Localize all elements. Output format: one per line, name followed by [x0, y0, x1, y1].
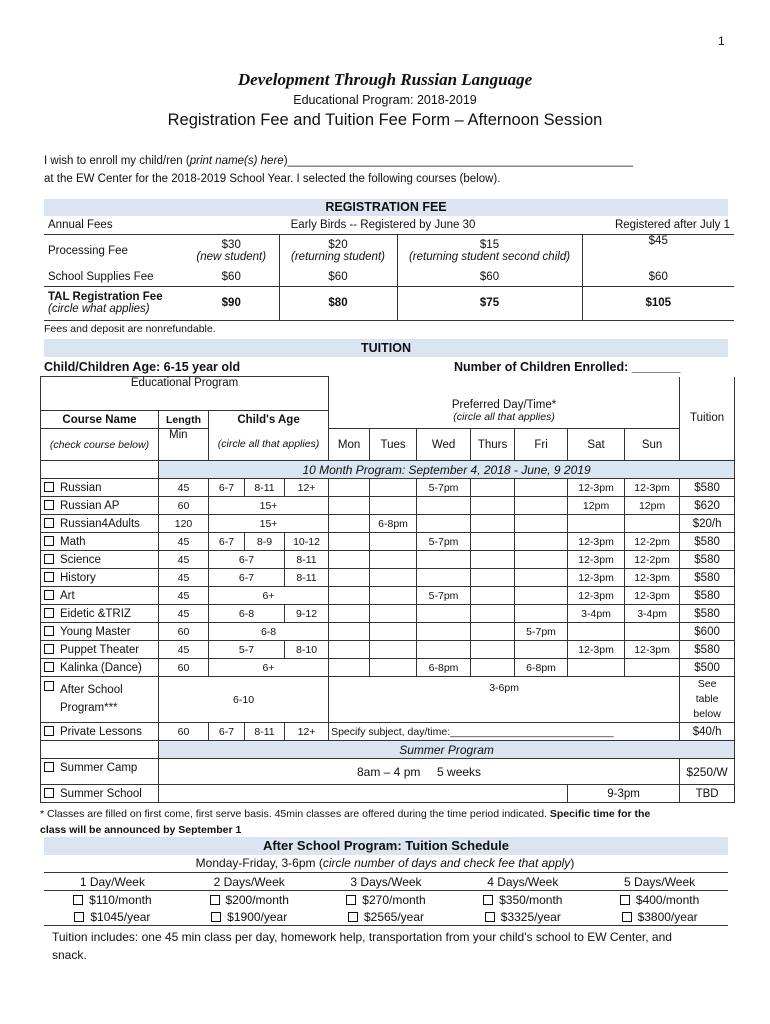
monthly-fee: $270/month — [362, 892, 426, 907]
time-slot[interactable] — [329, 641, 370, 659]
checkbox-icon[interactable] — [44, 681, 54, 691]
course-name: Russian AP — [60, 499, 120, 512]
age-option[interactable]: 5-7 — [209, 641, 285, 659]
time-slot[interactable] — [471, 659, 515, 677]
checkbox-icon[interactable] — [44, 662, 54, 672]
tuition-includes — [52, 928, 732, 964]
checkbox-icon[interactable] — [44, 608, 54, 618]
time-slot[interactable] — [329, 533, 370, 551]
length-label: Length — [159, 411, 209, 429]
monthly-fee-option[interactable] — [591, 891, 728, 909]
footnote-bold-2: class will be announced by September 1 — [40, 824, 242, 836]
yearly-fee: $3800/year — [637, 909, 698, 924]
checkbox-icon[interactable] — [44, 536, 54, 546]
time-slot[interactable] — [329, 587, 370, 605]
yearly-fee: $1900/year — [227, 909, 288, 924]
processing-fee-late: $45 — [648, 234, 668, 247]
time-slot[interactable]: 12-3pm — [568, 641, 625, 659]
summer-school-fee: TBD — [680, 785, 735, 803]
time-slot[interactable] — [515, 605, 568, 623]
age-option[interactable]: 6-7 — [209, 533, 245, 551]
tuition-column-label: Tuition — [680, 377, 735, 461]
course-option[interactable] — [41, 641, 159, 659]
course-fee: $600 — [680, 623, 735, 641]
tuition-table — [40, 376, 735, 803]
after-school-ages[interactable]: 6-10 — [159, 677, 329, 723]
yearly-fee-option[interactable] — [318, 908, 455, 926]
checkbox-icon[interactable] — [44, 572, 54, 582]
monthly-fee-option[interactable] — [181, 891, 318, 909]
day-sat: Sat — [568, 429, 625, 461]
course-name: Science — [60, 553, 101, 566]
time-slot[interactable] — [471, 587, 515, 605]
time-slot[interactable]: 5-7pm — [417, 479, 471, 497]
monthly-fee-option[interactable] — [454, 891, 591, 909]
checkbox-icon[interactable] — [44, 762, 54, 772]
private-specify-field[interactable]: Specify subject, day/time:____________________________ — [329, 723, 680, 741]
time-slot[interactable] — [515, 551, 568, 569]
time-slot[interactable] — [625, 623, 680, 641]
ten-month-program-label: 10 Month Program: September 4, 2018 - June, 9 2019 — [159, 461, 735, 479]
monthly-fee: $200/month — [225, 892, 289, 907]
course-name: Summer Camp — [60, 762, 138, 774]
age-option[interactable]: 8-11 — [285, 569, 329, 587]
yearly-fee-option[interactable] — [181, 908, 318, 926]
yearly-fee: $1045/year — [90, 909, 151, 924]
summer-camp-time: 8am – 4 pm 5 weeks — [159, 759, 680, 785]
annual-fees-label: Annual Fees — [48, 218, 113, 231]
course-name: Kalinka (Dance) — [60, 661, 142, 674]
day-wed: Wed — [417, 429, 471, 461]
time-slot[interactable] — [568, 623, 625, 641]
enroll-line-2: at the EW Center for the 2018-2019 School Year. I selected the following courses (below). — [44, 173, 501, 185]
min-label: Min — [159, 429, 209, 461]
checkbox-icon[interactable] — [44, 788, 54, 798]
processing-fee-new: $30 — [221, 239, 241, 252]
private-age-3[interactable]: 12+ — [285, 723, 329, 741]
days-per-week-option[interactable]: 4 Days/Week — [487, 874, 559, 889]
summer-camp-fee: $250/W — [680, 759, 735, 785]
course-fee: $580 — [680, 569, 735, 587]
time-slot[interactable] — [370, 605, 417, 623]
tal-fee-label: TAL Registration Fee — [48, 291, 163, 303]
table-row — [41, 551, 735, 569]
time-slot[interactable] — [568, 659, 625, 677]
course-fee: $580 — [680, 551, 735, 569]
time-slot[interactable] — [515, 569, 568, 587]
course-length: 60 — [159, 623, 209, 641]
checkbox-icon[interactable] — [211, 912, 221, 922]
course-option[interactable] — [41, 479, 159, 497]
checkbox-icon[interactable] — [44, 554, 54, 564]
course-option[interactable] — [41, 497, 159, 515]
time-slot[interactable]: 12-3pm — [568, 587, 625, 605]
time-slot[interactable] — [370, 659, 417, 677]
time-slot[interactable]: 5-7pm — [417, 587, 471, 605]
day-mon: Mon — [329, 429, 370, 461]
time-slot[interactable] — [471, 515, 515, 533]
private-fee: $40/h — [680, 723, 735, 741]
footnote — [40, 806, 740, 838]
time-slot[interactable] — [471, 551, 515, 569]
monthly-fee: $400/month — [635, 892, 700, 907]
time-slot[interactable] — [417, 515, 471, 533]
checkbox-icon[interactable] — [620, 895, 630, 905]
time-slot[interactable] — [417, 551, 471, 569]
days-per-week-option[interactable]: 2 Days/Week — [213, 874, 285, 889]
course-name: Puppet Theater — [60, 643, 140, 656]
table-row — [41, 587, 735, 605]
time-slot[interactable] — [471, 533, 515, 551]
course-name: Russian — [60, 481, 102, 494]
form-title: Registration Fee and Tuition Fee Form – Afternoon Session — [167, 111, 603, 129]
course-name: Russian4Adults — [60, 517, 140, 530]
age-option[interactable]: 6-7 — [209, 569, 285, 587]
time-slot[interactable] — [417, 497, 471, 515]
private-age-2[interactable]: 8-11 — [245, 723, 285, 741]
course-option[interactable] — [41, 659, 159, 677]
monthly-fee: $110/month — [89, 892, 152, 907]
age-option[interactable]: 6+ — [209, 587, 329, 605]
age-option[interactable]: 8-11 — [245, 479, 285, 497]
table-row — [41, 569, 735, 587]
table-row — [41, 659, 735, 677]
time-slot[interactable]: 6-8pm — [370, 515, 417, 533]
supplies-fee-late: $60 — [648, 270, 668, 283]
course-fee: $620 — [680, 497, 735, 515]
course-name: After School Program*** — [60, 684, 123, 714]
course-length: 45 — [159, 587, 209, 605]
time-slot[interactable] — [515, 515, 568, 533]
time-slot[interactable] — [370, 497, 417, 515]
course-length: 45 — [159, 551, 209, 569]
checkbox-icon[interactable] — [346, 895, 356, 905]
time-slot[interactable]: 3-4pm — [568, 605, 625, 623]
time-slot[interactable] — [515, 479, 568, 497]
supplies-fee-second: $60 — [397, 268, 582, 286]
circle-all-note: (circle all that applies) — [329, 411, 680, 429]
time-slot[interactable]: 5-7pm — [417, 533, 471, 551]
day-sun: Sun — [625, 429, 680, 461]
time-slot[interactable] — [417, 605, 471, 623]
time-slot[interactable] — [471, 497, 515, 515]
registered-after-label: Registered after July 1 — [614, 218, 730, 231]
checkbox-icon[interactable] — [622, 912, 632, 922]
course-name-label: Course Name — [41, 411, 159, 429]
circle-age-note: (circle all that applies) — [209, 429, 329, 461]
time-slot[interactable] — [625, 659, 680, 677]
schedule-sub-suffix: ) — [570, 856, 575, 870]
time-slot[interactable] — [329, 605, 370, 623]
checkbox-icon[interactable] — [483, 895, 493, 905]
preferred-time-label: Preferred Day/Time* — [329, 377, 680, 411]
day-thurs: Thurs — [471, 429, 515, 461]
time-slot[interactable] — [515, 641, 568, 659]
course-length: 60 — [159, 497, 209, 515]
child-name-field[interactable]: )______________________________________________________ — [283, 155, 633, 167]
days-per-week-option[interactable]: 3 Days/Week — [350, 874, 422, 889]
footnote-bold: Specific time for the — [549, 808, 651, 820]
course-name: Summer School — [60, 787, 142, 800]
enroll-italic: print name(s) here — [189, 155, 284, 167]
time-slot[interactable] — [370, 569, 417, 587]
tal-fee-second[interactable]: $75 — [397, 286, 582, 320]
processing-fee-returning: $20 — [328, 239, 348, 252]
summer-program-label: Summer Program — [159, 741, 735, 759]
supplies-fee-label: School Supplies Fee — [48, 270, 154, 283]
day-tues: Tues — [370, 429, 417, 461]
after-school-fee-2: table — [695, 693, 719, 705]
registration-table — [44, 216, 734, 321]
num-children-field[interactable]: Number of Children Enrolled: _______ — [454, 360, 681, 374]
enrollment-statement — [44, 152, 633, 188]
course-fee: $500 — [680, 659, 735, 677]
course-option[interactable] — [41, 587, 159, 605]
time-slot[interactable]: 3-4pm — [625, 605, 680, 623]
days-per-week-option[interactable]: 1 Day/Week — [79, 874, 145, 889]
processing-fee-label: Processing Fee — [48, 245, 128, 258]
course-option[interactable] — [41, 569, 159, 587]
time-slot[interactable] — [329, 659, 370, 677]
yearly-fee: $2565/year — [363, 909, 425, 924]
educational-program-label: Educational Program — [41, 377, 329, 411]
course-fee: $580 — [680, 479, 735, 497]
time-slot[interactable]: 12-3pm — [625, 569, 680, 587]
checkbox-icon[interactable] — [44, 590, 54, 600]
time-slot[interactable]: 12-2pm — [625, 551, 680, 569]
table-row — [41, 605, 735, 623]
returning-student-note: (returning student) — [291, 251, 385, 264]
course-option[interactable] — [41, 551, 159, 569]
yearly-fee-option[interactable] — [591, 908, 728, 926]
checkbox-icon[interactable] — [44, 644, 54, 654]
course-length: 60 — [159, 659, 209, 677]
age-option[interactable]: 6-7 — [209, 551, 285, 569]
checkbox-icon[interactable] — [348, 912, 358, 922]
time-slot[interactable] — [370, 623, 417, 641]
age-option[interactable]: 8-10 — [285, 641, 329, 659]
private-length: 60 — [159, 723, 209, 741]
table-row — [41, 479, 735, 497]
course-option[interactable] — [41, 605, 159, 623]
course-fee: $580 — [680, 641, 735, 659]
course-fee: $20/h — [680, 515, 735, 533]
age-option[interactable]: 8-9 — [245, 533, 285, 551]
time-slot[interactable] — [329, 551, 370, 569]
table-row — [41, 533, 735, 551]
age-option[interactable]: 8-11 — [285, 551, 329, 569]
after-school-schedule-heading: After School Program: Tuition Schedule — [44, 837, 728, 855]
enroll-prefix: I wish to enroll my child/ren ( — [44, 155, 190, 167]
nonrefundable-note: Fees and deposit are nonrefundable. — [44, 323, 216, 335]
time-slot[interactable]: 12-3pm — [568, 533, 625, 551]
time-slot[interactable]: 12pm — [568, 497, 625, 515]
course-option[interactable] — [41, 623, 159, 641]
yearly-fee: $3325/year — [500, 909, 561, 924]
tuition-includes-line-2: snack. — [52, 948, 87, 962]
course-name: Private Lessons — [60, 725, 142, 738]
table-row — [41, 497, 735, 515]
age-option[interactable]: 6+ — [209, 659, 329, 677]
course-name: Art — [60, 589, 75, 602]
checkbox-icon[interactable] — [44, 482, 54, 492]
tal-fee-late[interactable]: $105 — [645, 297, 672, 309]
time-slot[interactable]: 6-8pm — [515, 659, 568, 677]
summer-school-time: 9-3pm — [568, 785, 680, 803]
age-option[interactable]: 15+ — [209, 515, 329, 533]
course-length: 45 — [159, 479, 209, 497]
time-slot[interactable] — [370, 479, 417, 497]
registration-heading: REGISTRATION FEE — [44, 199, 728, 216]
time-slot[interactable] — [370, 551, 417, 569]
time-slot[interactable] — [471, 605, 515, 623]
organization-title: Development Through Russian Language — [237, 70, 533, 89]
time-slot[interactable]: 12-3pm — [625, 641, 680, 659]
after-school-time: 3-6pm — [329, 677, 680, 723]
yearly-fee-option[interactable] — [454, 908, 591, 926]
second-child-note: (returning student second child) — [408, 251, 571, 264]
checkbox-icon[interactable] — [44, 500, 54, 510]
time-slot[interactable]: 12-3pm — [568, 479, 625, 497]
time-slot[interactable]: 6-8pm — [417, 659, 471, 677]
footnote-text: * Classes are filled on first come, first serve basis. 45min classes are offered during the time period indicated. — [40, 808, 550, 820]
time-slot[interactable] — [515, 587, 568, 605]
course-length: 120 — [159, 515, 209, 533]
time-slot[interactable] — [329, 623, 370, 641]
course-private-lessons[interactable] — [41, 723, 159, 741]
schedule-sub-prefix: Monday-Friday, 3-6pm ( — [195, 856, 323, 870]
checkbox-icon[interactable] — [73, 895, 83, 905]
time-slot[interactable] — [417, 569, 471, 587]
supplies-fee-new: $60 — [184, 268, 279, 286]
time-slot[interactable] — [370, 533, 417, 551]
monthly-fee-option[interactable] — [318, 891, 455, 909]
age-option[interactable]: 6-8 — [209, 605, 285, 623]
supplies-fee-returning: $60 — [279, 268, 397, 286]
time-slot[interactable] — [625, 515, 680, 533]
childs-age-label: Child's Age — [209, 411, 329, 429]
age-option[interactable]: 9-12 — [285, 605, 329, 623]
time-slot[interactable]: 12-3pm — [625, 479, 680, 497]
course-fee: $580 — [680, 605, 735, 623]
age-option[interactable]: 12+ — [285, 479, 329, 497]
course-length: 45 — [159, 533, 209, 551]
age-option[interactable]: 6-8 — [209, 623, 329, 641]
after-school-fee-3: below — [693, 708, 721, 720]
course-length: 45 — [159, 641, 209, 659]
course-option[interactable] — [41, 533, 159, 551]
age-option[interactable]: 6-7 — [209, 479, 245, 497]
check-course-note: (check course below) — [41, 429, 159, 461]
course-after-school[interactable] — [41, 677, 159, 723]
course-summer-camp[interactable] — [41, 759, 159, 785]
checkbox-icon[interactable] — [485, 912, 495, 922]
tal-fee-new[interactable]: $90 — [184, 286, 279, 320]
new-student-note: (new student) — [196, 251, 267, 264]
course-name: Math — [60, 535, 86, 548]
age-option[interactable]: 10-12 — [285, 533, 329, 551]
time-slot[interactable] — [515, 533, 568, 551]
schedule-table — [44, 873, 728, 926]
course-fee: $580 — [680, 533, 735, 551]
monthly-fee-option[interactable] — [44, 891, 181, 909]
time-slot[interactable] — [370, 641, 417, 659]
monthly-fee: $350/month — [499, 892, 563, 907]
course-summer-school[interactable] — [41, 785, 159, 803]
age-option[interactable]: 15+ — [209, 497, 329, 515]
course-length: 45 — [159, 605, 209, 623]
early-birds-label: Early Birds -- Registered by June 30 — [290, 218, 476, 231]
time-slot[interactable]: 12-2pm — [625, 533, 680, 551]
time-slot[interactable] — [329, 515, 370, 533]
time-slot[interactable] — [329, 479, 370, 497]
tal-fee-note: (circle what applies) — [48, 303, 150, 315]
processing-fee-second: $15 — [479, 239, 500, 252]
time-slot[interactable] — [471, 569, 515, 587]
schedule-subheading — [0, 856, 770, 870]
course-name: Young Master — [60, 625, 131, 638]
time-slot[interactable] — [329, 569, 370, 587]
course-option[interactable] — [41, 515, 159, 533]
time-slot[interactable]: 5-7pm — [515, 623, 568, 641]
program-subtitle: Educational Program: 2018-2019 — [293, 93, 477, 107]
checkbox-icon[interactable] — [44, 626, 54, 636]
tal-fee-returning[interactable]: $80 — [279, 286, 397, 320]
course-name: Eidetic &TRIZ — [60, 607, 131, 620]
table-row — [41, 641, 735, 659]
time-slot[interactable] — [471, 641, 515, 659]
time-slot[interactable] — [471, 479, 515, 497]
time-slot[interactable] — [568, 515, 625, 533]
course-fee: $580 — [680, 587, 735, 605]
table-row — [41, 515, 735, 533]
time-slot[interactable]: 12pm — [625, 497, 680, 515]
checkbox-icon[interactable] — [74, 912, 84, 922]
time-slot[interactable]: 12-3pm — [568, 569, 625, 587]
tuition-heading: TUITION — [44, 339, 728, 357]
course-name: History — [60, 571, 96, 584]
day-fri: Fri — [515, 429, 568, 461]
time-slot[interactable] — [417, 641, 471, 659]
tuition-includes-line-1: Tuition includes: one 45 min class per day, homework help, transportation from your child's school to EW Center, and — [52, 930, 672, 944]
after-school-fee-1: See — [697, 678, 717, 690]
page-number: 1 — [718, 34, 725, 48]
schedule-sub-italic: circle number of days and check fee that apply — [322, 856, 571, 870]
time-slot[interactable] — [370, 587, 417, 605]
age-range-label: Child/Children Age: 6-15 year old — [44, 360, 241, 374]
time-slot[interactable] — [515, 497, 568, 515]
checkbox-icon[interactable] — [210, 895, 220, 905]
time-slot[interactable] — [417, 623, 471, 641]
yearly-fee-option[interactable] — [44, 908, 181, 926]
course-length: 45 — [159, 569, 209, 587]
time-slot[interactable]: 12-3pm — [625, 587, 680, 605]
private-age-1[interactable]: 6-7 — [209, 723, 245, 741]
checkbox-icon[interactable] — [44, 518, 54, 528]
time-slot[interactable] — [329, 497, 370, 515]
time-slot[interactable] — [471, 623, 515, 641]
table-row — [41, 623, 735, 641]
days-per-week-option[interactable]: 5 Days/Week — [624, 874, 696, 889]
time-slot[interactable]: 12-3pm — [568, 551, 625, 569]
checkbox-icon[interactable] — [44, 726, 54, 736]
